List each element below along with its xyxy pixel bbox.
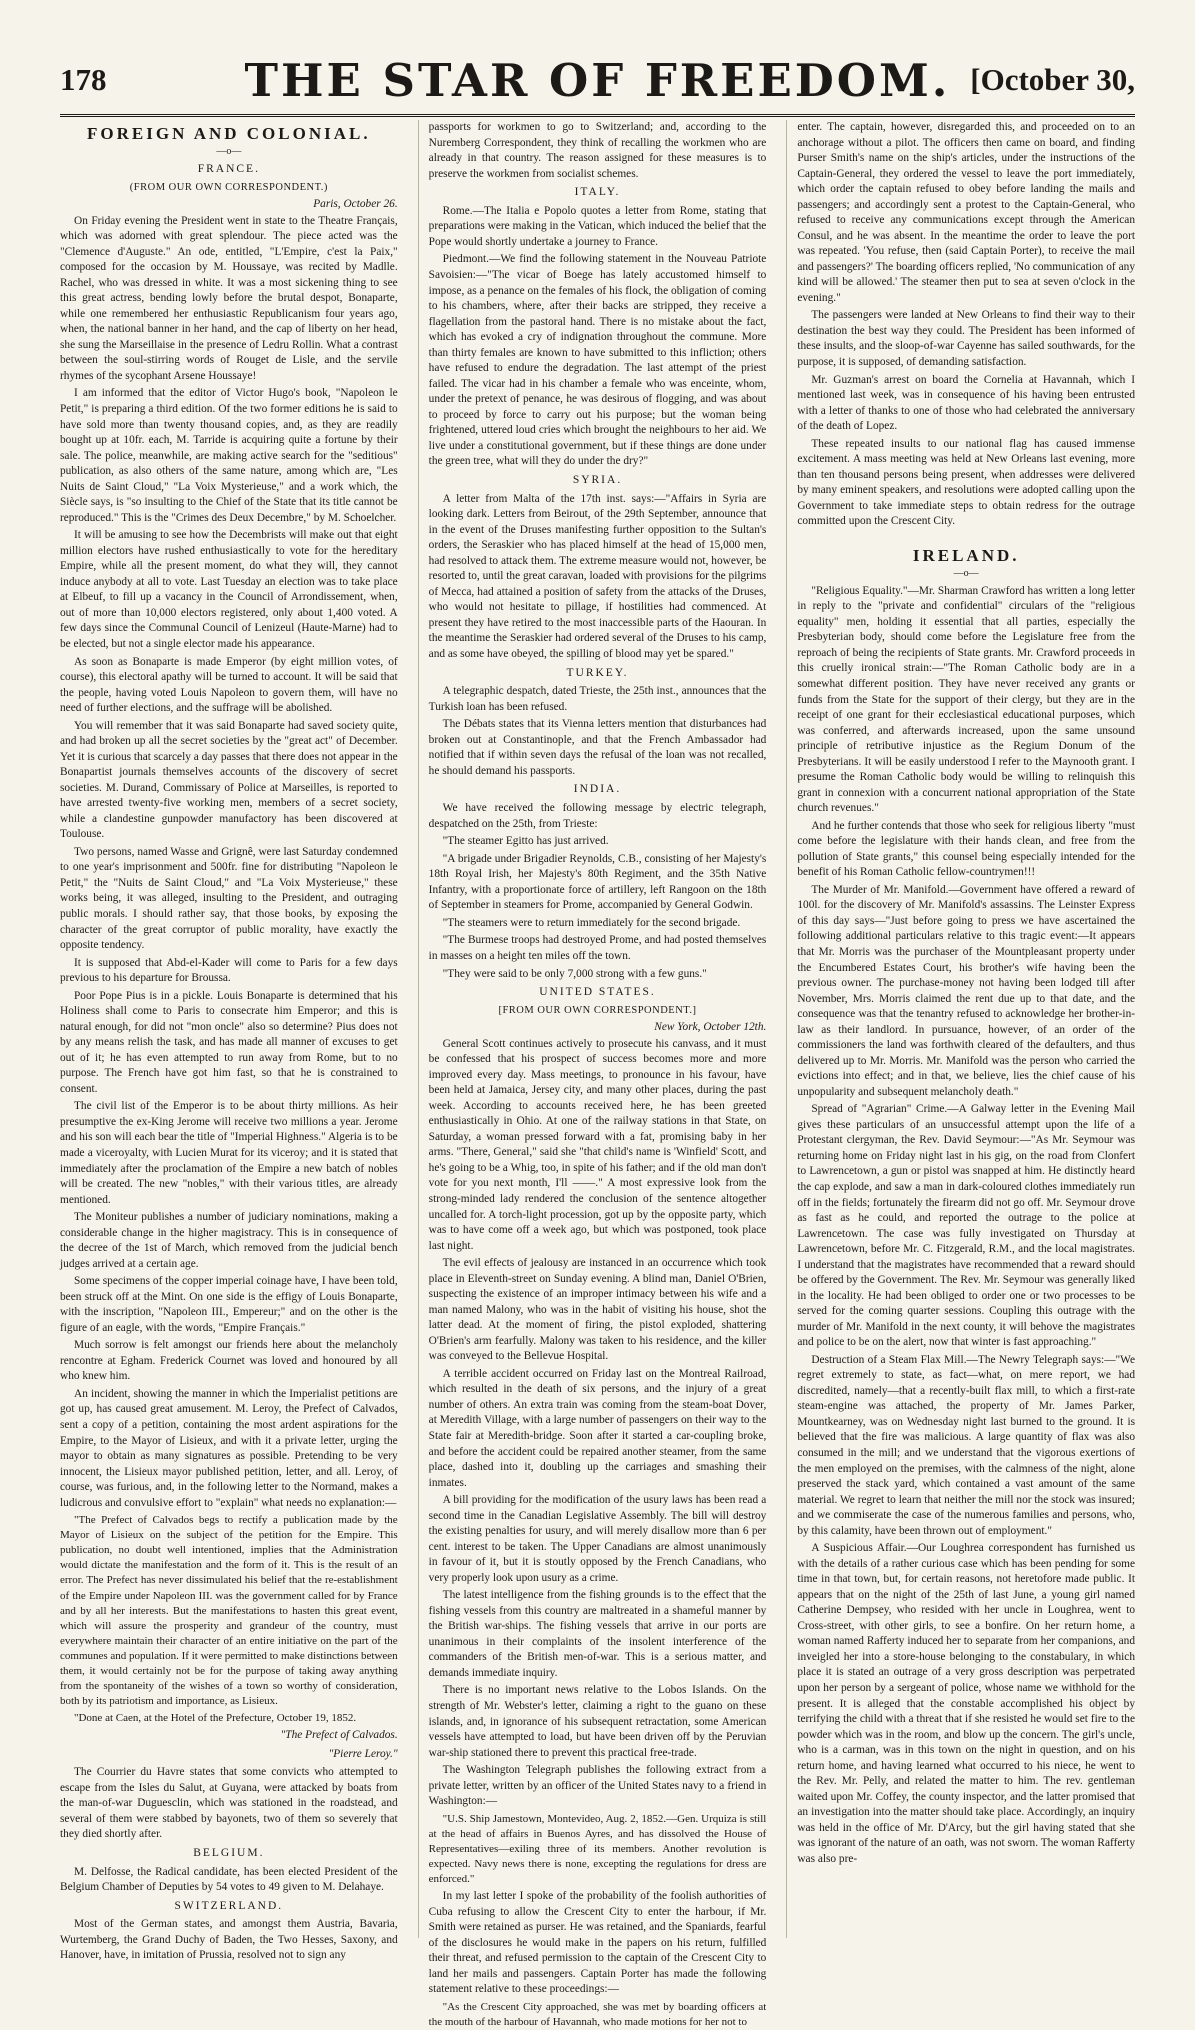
heading-india: INDIA. [573, 783, 622, 796]
paragraph: enter. The captain, however, disregarded this, and proceeded on to an anchorage without a pilot. The officers then came on board, and finding Purser Smith's name on the ship's articles, under the instructions of the Captain-General, they ordered the vessel to leave the port immediately, which order the captain refused to obey before landing the mails and passengers; and accordingly sent a protest to the Captain-General, who refused to receive any communications except through the American Consul, and he was absent. In the meantime the order to leave the port was repeated. 'You refuse, then (said Captain Porter), to receive the mail and passengers?' The boarding officers replied, 'No communication of any kind will be allowed.' The steamer then put to sea at seven o'clock in the evening." [797, 121, 1136, 304]
dateline-paris: Paris, October 26. [313, 198, 398, 211]
signature-line: "Pierre Leroy." [328, 1747, 398, 1760]
newspaper-title: THE STAR OF FREEDOM. [244, 54, 951, 107]
paragraph: We have received the following message by electric telegraph, despatched on the 25th, from Trieste: [428, 802, 767, 830]
paragraph: Much sorrow is felt amongst our friends here about the melancholy rencontre at Egham. Frederick Cournet was loved and honoured by all who knew him. [60, 1339, 398, 1383]
paragraph: It is supposed that Abd-el-Kader will come to Paris for a few days previous to his departure for Broussa. [60, 956, 398, 985]
heading-turkey: TURKEY. [566, 666, 629, 679]
paragraph: "A brigade under Brigadier Reynolds, C.B., consisting of her Majesty's 18th Royal Irish, her Majesty's 80th Regiment, and the 35th Native Infantry, with a proportionate force of artillery, left Rangoon on the 18th of September in steamers for Prome, accompanied by General Godwin. [428, 852, 767, 912]
paragraph: You will remember that it was said Bonaparte had saved society quite, and had broken up all the secret societies by the "great act" of December. Yet it is curious that scarcely a day passes that there does not appear in the Bonapartist journals themselves accounts of the discovery of secret societies. M. Durand, Commissary of Police at Marseilles, is reported to have arrested twenty-five working men, members of a secret society, while a clandestine gunpowder manufactory has been discovered at Toulouse. [60, 719, 398, 841]
paragraph: passports for workmen to go to Switzerland; and, according to the Nuremberg Correspondent, they think of recalling the workmen who are already in that country. The reason assigned for these measures is to preserve the workmen from socialist schemes. [428, 121, 767, 180]
heading-united-states: UNITED STATES. [539, 986, 656, 999]
paragraph: The latest intelligence from the fishing grounds is to the effect that the fishing vessels from this country are maltreated in a shameful manner by the British war-ships. The fishing vessels that arrive in our ports are unanimous in their complaints of the insolent interference of the commanders of the British men-of-war. This is a serious matter, and demands immediate inquiry. [428, 1589, 767, 1679]
paragraph: A terrible accident occurred on Friday last on the Montreal Railroad, which resulted in the death of six persons, and the injury of a great number of others. An extra train was coming from the steam-boat Dover, at Meredith Village, with a large number of passengers on their way to the State fair at Meredith-bridge. Soon after it started a car-coupling broke, and before the accident could be repaired another steamer, from the same place, dashed into it, doubling up the carriages and smashing their inmates. [428, 1367, 767, 1489]
quoted-letter: "U.S. Ship Jamestown, Montevideo, Aug. 2, 1852.—Gen. Urquiza is still at the head of affairs in Buenos Ayres, and has dissolved the House of Representatives—exiling three of its members. Another revolution is expected. Navy news there is none, excepting the regulations for dress are enforced." [428, 1812, 767, 1885]
heading-france: FRANCE. [197, 162, 260, 175]
paragraph: The Moniteur publishes a number of judiciary nominations, making a considerable change in the higher magistracy. This is in consequence of the decree of the 1st of March, which removed from the judicial bench judges arrived at a certain age. [60, 1211, 398, 1270]
heading-switzerland: SWITZERLAND. [174, 1899, 284, 1912]
paragraph: "They were said to be only 7,000 strong with a few guns." [442, 967, 707, 980]
paragraph: "The steamer Egitto has just arrived. [442, 835, 609, 848]
paragraph: A bill providing for the modification of the usury laws has been read a second time in the Canadian Legislative Assembly. The bill will destroy the existing penalties for usury, and will merely disallow more than 6 per cent. interest to be taken. The Upper Canadians are almost unanimously in favour of it, but it is stoutly opposed by the French Canadians, who very properly look upon usury as a crime. [428, 1494, 767, 1584]
paragraph: "The Burmese troops had destroyed Prome, and had posted themselves in masses on a height ten miles off the town. [428, 934, 767, 962]
paragraph: The Débats states that its Vienna letters mention that disturbances had broken out at Constantinople, and that the French Ambassador had notified that if within seven days the refusal of the loan was not recalled, he should demand his passports. [428, 718, 767, 777]
paragraph: In my last letter I spoke of the probability of the foolish authorities of Cuba refusing to allow the Crescent City to enter the harbour, if Mr. Smith were retained as purser. He was retained, and the Spaniards, fearful of the disclosures he would make in the papers on his return, fulfilled their threat, and refused permission to the captain of the Crescent City to land her mails and passengers. Captain Porter has made the following statement relative to these proceedings:— [428, 1890, 767, 1996]
paragraph: The Washington Telegraph publishes the following extract from a private letter, written by an officer of the United States navy to a friend in Washington:— [428, 1764, 767, 1808]
heading-syria: SYRIA. [572, 473, 623, 486]
paragraph: An incident, showing the manner in which the Imperialist petitions are got up, has caused great amusement. M. Leroy, the Prefect of Calvados, sent a copy of a petition, containing the most ardent aspirations for the Empire, to the Mayor of Lisieux, and with it a private letter, urging the mayor to obtain as many signatures as possible. Pretending to be very innocent, the Lisieux mayor published petition, letter, and all. Leroy, of course, was furious, and, in the following letter to the Normand, makes a ludicrous and convulsive effort to "explain" what needs no explanation:— [60, 1387, 398, 1509]
byline-france: (FROM OUR OWN CORRESPONDENT.) [129, 181, 328, 193]
paragraph: General Scott continues actively to prosecute his canvass, and it must be confessed that his prospect of success becomes more and more improved every day. Mass meetings, to pronounce in his favour, have been held at Jamaica, Jersey city, and many other places, during the past week. According to accounts received here, he has been greeted enthusiastically in Ohio. At one of the railway stations in that State, on Saturday, a woman pressed forward with a fat, promising baby in her arms. "There, General," said she "that child's name is 'Winfield' Scott, and he's going to be a Whig, too, in spite of his father; and if the old man don't vote for you next month, I'll ——." A most expressive look from the strong-minded lady rendered the conclusion of the sentence altogether uncalled for. A torch-light procession, got up by the opposite party, which was to have come off a week ago, but which was postponed, took place last night. [428, 1037, 767, 1252]
quoted-letter: "Done at Caen, at the Hotel of the Prefecture, October 19, 1852. [74, 1712, 357, 1724]
paragraph: A telegraphic despatch, dated Trieste, the 25th inst., announces that the Turkish loan has been refused. [428, 685, 767, 713]
paragraph: Poor Pope Pius is in a pickle. Louis Bonaparte is determined that his Holiness shall come to Paris to consecrate him Emperor; and this is natural enough, for did not "mon oncle" also so determine? Pius does not by any means relish the task, and has made all manner of excuses to get out of it; he has even attempted to run away from Rome, but to no purpose. The French have got him fast, so that he is constrained to consent. [60, 989, 398, 1095]
paragraph: Mr. Guzman's arrest on board the Cornelia at Havannah, which I mentioned last week, was in consequence of his having been entrusted with a letter of thanks to one of those who had celebrated the anniversary of the death of Lopez. [797, 373, 1136, 433]
paragraph: M. Delfosse, the Radical candidate, has been elected President of the Belgium Chamber of Deputies by 54 votes to 49 given to M. Delahaye. [60, 1865, 398, 1894]
paragraph: And he further contends that those who seek for religious liberty "must come before the legislature with their hands clean, and free from the pollution of State grants," this counsel being especially intended for the benefit of his Roman Catholic fellow-countrymen!!! [797, 819, 1136, 879]
column-2 [418, 120, 767, 2028]
paragraph: Destruction of a Steam Flax Mill.—The Newry Telegraph says:—"We regret extremely to state, as fact—what, on mere report, we had discredited, namely—that a recently-built flax mill, to which a first-rate steam-engine was attached, the property of Mr. James Parker, Mountkearney, was on Wednesday night last burned to the ground. It is believed that the fire was malicious. A large quantity of flax was also consumed in the mill; and we understand that the vigorous exertions of the men employed on the premises, with the calmness of the night, alone preserved the stack yard, which contained a vast amount of the same material. We regret to learn that neither the mill nor the stock was insured; and we commiserate the case of the numerous families and persons, who, by this calamity, have been thrown out of employment." [797, 1353, 1136, 1537]
paragraph: Spread of "Agrarian" Crime.—A Galway letter in the Evening Mail gives these particulars of an unsuccessful attempt upon the life of a Protestant clergyman, the Rev. David Seymour:—"As Mr. Seymour was returning home on Friday night last in his gig, on the road from Clonfert to Lawrencetown, a gun or pistol was snapped at him. He distinctly heard the cap explode, and saw a man in dark-coloured clothes immediately run off in the fields; fortunately the firearm did not go off. Mr. Seymour drove as fast as he could, and reported the outrage to the police at Lawrencetown. The case was fully investigated on Thursday at Lawrencetown, before Mr. C. Fitzgerald, R.M., and the local magistrates. I understand that the magistrates have recommended that a reward should be offered by the Government. The Rev. Mr. Seymour was generally liked in the locality. He had been obliged to order one or two processes to be served for the coming quarter sessions. Coupling this outrage with the murder of Mr. Manifold in the next county, it will behove the magistrates and police to be on the alert, now that winter is fast approaching." [797, 1103, 1136, 1349]
paragraph: There is no important news relative to the Lobos Islands. On the strength of Mr. Webster's letter, claiming a right to the guano on these islands, and, in ignorance of his subsequent retractation, some American vessels have attempted to load, but have been driven off by the Peruvian war-ship stationed there to prevent this practical free-trade. [428, 1684, 767, 1759]
dateline-new-york: New York, October 12th. [654, 1021, 767, 1034]
paragraph: The Murder of Mr. Manifold.—Government have offered a reward of 100l. for the discovery of Mr. Manifold's assassins. The Leinster Express of this day says—"Just before going to press we have ascertained the following additional particulars relative to this tragic event:—It appears that Mr. Morris was the purchaser of the Mountpleasant property under the Encumbered Estates Court, his brother's wife having been the previous owner. The purchase-money not having been lodged till after November, Mrs. Morris claimed the rent due up to that date, and the consequence was that the tenantry refused to acknowledge her brother-in-law as their landlord. In pursuance, however, of an order of the commissioners the land was forthwith cleared of the defaulters, and thus delivered up to Mr. Morris. Mr. Manifold was the person who carried the evictions into effect; and in that, we believe, lies the chief cause of his unpopularity and subsequent melancholy death." [797, 883, 1136, 1098]
paragraph: Most of the German states, and amongst them Austria, Bavaria, Wurtemberg, the Grand Duchy of Baden, the Two Hesses, Saxony, and Hanover, have, in imitation of Prussia, resolved not to sign any [60, 1918, 398, 1962]
section-heading-foreign: FOREIGN AND COLONIAL. [87, 124, 371, 143]
paragraph: Some specimens of the copper imperial coinage have, I have been told, been struck off at the Mint. On one side is the effigy of Louis Bonaparte, with the inscription, "Napoleon III., Empereur;" and on the other is the figure of an eagle, with the words, "Empire Français." [60, 1275, 398, 1334]
paragraph: Rome.—The Italia e Popolo quotes a letter from Rome, stating that preparations were making in the Vatican, which induced the belief that the Pope would shortly undertake a journey to France. [428, 204, 767, 248]
paragraph: "Religious Equality."—Mr. Sharman Crawford has written a long letter in reply to the "private and confidential" circulars of the "religious equality" men, holding it essential that all parties, especially the Presbyterian body, should come before the Legislature free from the reproach of being the recipients of State grants. Mr. Crawford proceeds in this cruelly ironical strain:—"The Roman Catholic body are in a somewhat different position. They have never received any grants or funds from the State for the support of their clergy, but they are in the receipt of one grant for their ecclesiastical educational purposes, which was conferred, and afterwards increased, upon the same unsound principle of retributive injustice as the Regium Donum of the Presbyterians. It will be easily understood I refer to the Maynooth grant. I presume the Roman Catholic body would be willing to relinquish this grant in connexion with a concurrent national appropriation of the State church revenues." [797, 584, 1136, 815]
section-rule: —o— [216, 146, 242, 158]
paragraph: The civil list of the Emperor is to be about thirty millions. As heir presumptive the ex-King Jerome will receive two millions a year. Jerome and his son will each bear the title of "Imperial Highness." Algeria is to be made a viceroyalty, with Lucien Murat for its viceroy; and it is stated that immediately after the proclamation of the Empire a new batch of nobles will be created. The new "nobles," with their various titles, are already mentioned. [60, 1100, 398, 1206]
heading-italy: ITALY. [574, 186, 621, 199]
columns [60, 120, 1136, 2028]
signature-line: "The Prefect of Calvados. [280, 1729, 398, 1742]
section-rule: —o— [953, 568, 979, 580]
paragraph: Piedmont.—We find the following statement in the Nouveau Patriote Savoisien:—"The vicar of Boege has lately accustomed himself to impose, as a penance on the females of his flock, the obligation of coming to his chambers, where, after their backs are stripped, they receive a flagellation from the pastoral hand. There is no mistake about the fact, which has evoked a cry of indignation throughout the commune. More than thirty females are known to have submitted to this infliction; others have refused to endure the degradation. The last attempt of the priest failed. The vicar had in his chamber a female who was enceinte, whom, under the pretext of penance, he was desirous of flogging, and was about to proceed by force to carry out his purpose; but the woman being frightened, uttered loud cries which brought the neighbours to her aid. We live under a constitutional government, but if these things are done under the green tree, what will they do under the dry?" [428, 253, 767, 468]
column-1 [60, 120, 398, 1962]
paragraph: I am informed that the editor of Victor Hugo's book, "Napoleon le Petit," is preparing a third edition. Of the two former editions he is said to have sold more than twenty thousand copies, and, as they are readily bought up at 10fr. each, M. Tarride is acquiring quite a fortune by their sale. The police, meanwhile, are making active search for the "seditious" publication, as also others of the same nature, among which are, "Les Nuits de Saint Cloud," "La Voix Mysterieuse," and a work which, the Siècle says, is "so insulting to the Chief of the State that its title cannot be reproduced." This is the "Crimes des Deux Decembre," by M. Schoelcher. [60, 387, 398, 524]
paragraph: Two persons, named Wasse and Grignê, were last Saturday condemned to one year's imprisonment and 500fr. fine for distributing "Napoleon le Petit," the "Nuits de Saint Cloud," and "La Voix Mysterieuse," these works being, it was alleged, insulting to the President, and outraging public morals. I should rather say, that those books, by exposing the character of the great corruptor of public morality, have exactly the opposite tendency. [60, 845, 398, 952]
paragraph: "The steamers were to return immediately for the second brigade. [442, 916, 741, 929]
paragraph: These repeated insults to our national flag has caused immense excitement. A mass meeting was held at New Orleans last evening, more than ten thousand persons being present, when addresses were delivered by many eminent speakers, and resolutions were adopted calling upon the Government to take immediate steps to obtain redress for the outrage committed upon the Crescent City. [797, 437, 1136, 528]
quoted-letter: "The Prefect of Calvados begs to rectify a publication made by the Mayor of Lisieux on the subject of the petition for the Empire. This publication, no doubt well intentioned, implies that the Administration would dictate the manifestation and the form of it. This is the result of an error. The Prefect has never dissimulated his belief that the re-establishment of the Empire under Napoleon III. was the government called for by France and by all her interests. But the manifestations to hasten this great event, which will assure the prosperity and grandeur of the country, must everywhere maintain their character of an entire initiative on the part of the communes and population. If it were permitted to make distinctions between them, it would certainly not be for the purpose of taking away anything from the spontaneity of the wishes of a town so worthy of consideration, both by its patriotism and importance, as Lisieux. [60, 1514, 398, 1707]
heading-belgium: BELGIUM. [193, 1846, 265, 1859]
paragraph: As soon as Bonaparte is made Emperor (by eight million votes, of course), this electoral apathy will be turned to account. It will be said that the people, having voted Louis Napoleon to govern them, will have no need of further elections, and the suffrage will be abolished. [60, 655, 398, 715]
paragraph: The evil effects of jealousy are instanced in an occurrence which took place in Eleventh-street on Sunday evening. A blind man, Daniel O'Brien, suspecting the existence of an improper intimacy between his wife and a man named Malony, who was in the habit of visiting his house, shot the latter dead. At the moment of firing, the pistol exploded, shattering O'Brien's arm fearfully. Malony was taken to his residence, and the killer was conveyed to the Bellevue Hospital. [428, 1257, 767, 1363]
quoted-statement: "As the Crescent City approached, she was met by boarding officers at the mouth of the harbour of Havannah, who made motions for her not to [428, 2000, 767, 2028]
issue-date: [October 30, [970, 62, 1135, 97]
paragraph: It will be amusing to see how the Decembrists will make out that eight million electors have rushed enthusiastically to vote for the hereditary Empire, while all the present moment, do what they will, they cannot induce anybody at all to vote. Last Tuesday an election was to take place at Elbeuf, to fill up a vacancy in the Council of Arrondissement, when, out of more than 10,000 electors registered, only about 1,400 voted. A few days since the Communal Council of Lenizeul (Haute-Marne) had to be elected, but not a single elector made his appearance. [60, 529, 398, 650]
paragraph: The passengers were landed at New Orleans to find their way to their destination the best way they could. The President has been informed of these insults, and the sloop-of-war Cayenne has sailed southwards, for the purpose, it is supposed, of demanding satisfaction. [797, 309, 1136, 368]
masthead [60, 52, 1135, 117]
paragraph: A letter from Malta of the 17th inst. says:—"Affairs in Syria are looking dark. Letters from Beirout, of the 29th September, announce that in the event of the Druses manifesting further opposition to the Sultan's orders, the Seraskier who has placed himself at the head of 15,000 men, had resolved to attack them. The extreme measure would not, however, be resorted to, until the great caravan, loaded with provisions for the pilgrims of Mecca, had attained a position of safety from the attacks of the Druses, who would not hesitate to pillage, if hostilities had commenced. At present they have retired to the most inaccessible parts of the Haouran. In the meantime the Seraskier had ordered several of the Druses to his camp, and as some have obeyed, the spilling of blood may yet be spared." [428, 492, 767, 660]
page-number: 178 [60, 62, 107, 97]
heading-ireland: IRELAND. [912, 545, 1020, 565]
paragraph: A Suspicious Affair.—Our Loughrea correspondent has furnished us with the details of a rather curious case which has been pending for some time in that town, but, for certain reasons, not heretofore made public. It appears that on the night of the 25th of last June, a young girl named Catherine Dempsey, who resided with her uncle in Loughrea, went to Cross-street, with other girls, to see a bonfire. On her return home, a woman named Rafferty induced her to separate from her companions, and inveigled her into a store-house belonging to the constabulary, in which place it is stated an outrage of a very gross description was perpetrated upon her person by a sergeant of police, whose name we withhold for the present. It is alleged that the constable accomplished his object by terrifying the child with a threat that if she resisted he would set fire to the powder which was in the room, and blow up the concern. The girl's uncle, who is a carman, was in this town on the night in question, and on his return home, and having learned what occurred to his niece, he went to the Rev. Mr. Pelly, and related the matter to him. The rev. gentleman waited upon Mr. Coffey, the county inspector, and the latter promised that an investigation into the matter should take place. Accordingly, an inquiry was held in the office of Mr. D'Arcy, but the girl having stated that she was ignorant of the nature of an oath, was not sworn. The woman Rafferty was also pre- [797, 1542, 1136, 1865]
paragraph: On Friday evening the President went in state to the Theatre Français, which was adorned with great splendour. The piece acted was the "Clemence d'Auguste." An ode, entitled, "L'Empire, c'est la Paix," composed for the occasion by M. Houssaye, was recited by Madlle. Rachel, who was dressed in white. It was a most sickening thing to see this great actress, bending lowly before the brutal despot, Bonaparte, while one remembered her enthusiastic Republicanism four years ago, when, the national banner in her hand, and the cap of liberty on her head, she sung the Marseillaise in the presence of Ledru Rollin. What a contrast between the soul-stirring words of Rouget de Lisle, and the servile rhymes of the sycophant Arsene Houssaye! [60, 214, 398, 382]
byline-united-states: [FROM OUR OWN CORRESPONDENT.] [498, 1004, 697, 1016]
column-3 [786, 120, 1135, 1938]
paragraph: The Courrier du Havre states that some convicts who attempted to escape from the Isles du Salut, at Guyana, were attacked by boats from the man-of-war Duguesclin, which was stationed in the roadstead, and several of them were stabbed by bayonets, two of them so severely that they died shortly after. [60, 1766, 398, 1841]
